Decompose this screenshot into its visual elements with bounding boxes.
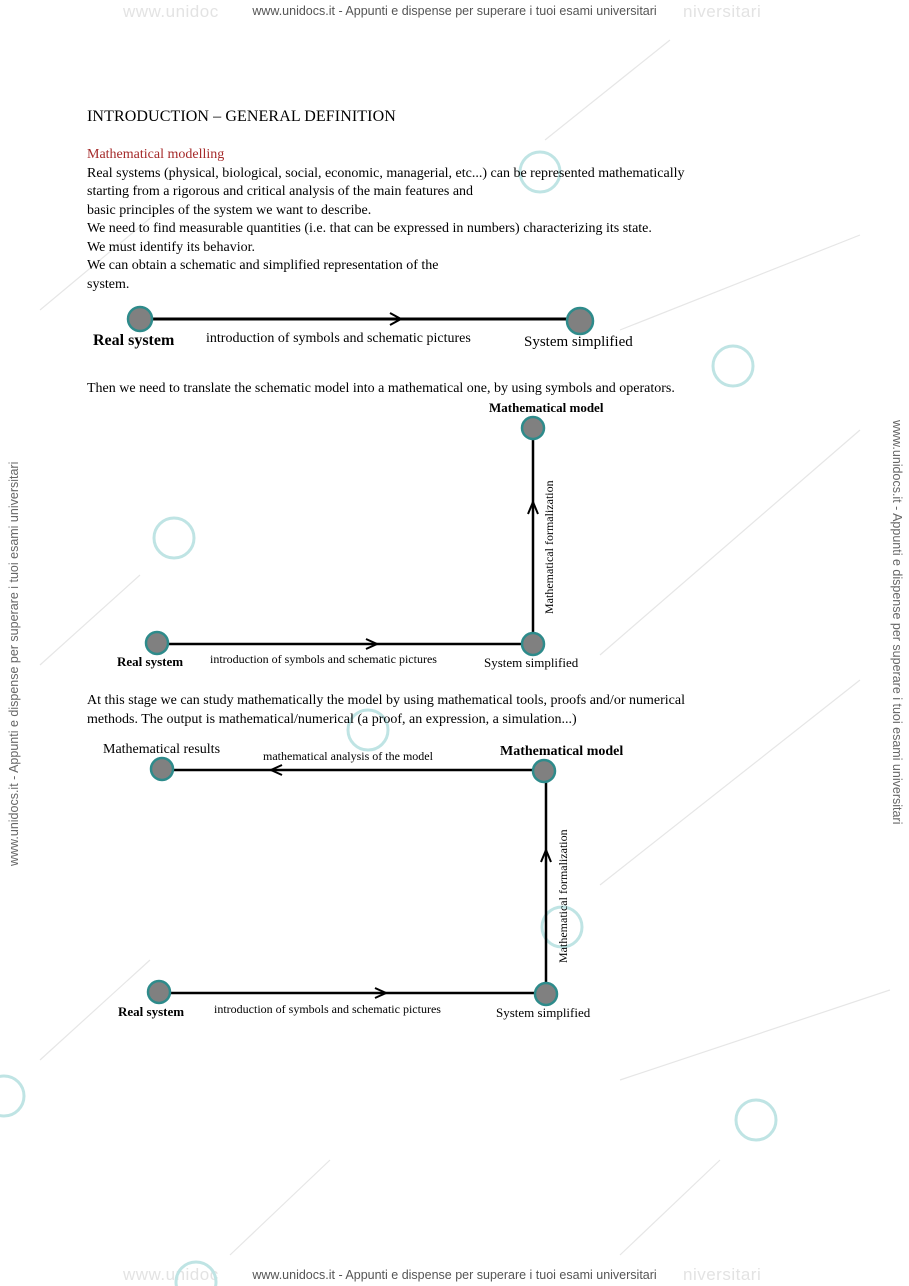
diagram-3-label-edge: introduction of symbols and schematic pictures bbox=[214, 1002, 441, 1016]
document-heading: INTRODUCTION – GENERAL DEFINITION bbox=[87, 108, 396, 125]
diagram-3-label-mid: System simplified bbox=[496, 1005, 591, 1020]
body-line: Real systems (physical, biological, social, economic, managerial, etc...) can be represented mathematically bbox=[87, 165, 685, 181]
diagram-1-node-end bbox=[567, 308, 593, 334]
diagram-2-node-mid bbox=[522, 633, 544, 655]
diagram-1-label-end: System simplified bbox=[524, 334, 633, 350]
watermark-ghost-right-bottom: niversitari bbox=[683, 1265, 762, 1284]
watermark-ghost-right-top: niversitari bbox=[683, 2, 762, 21]
watermark-side-right: www.unidocs.it - Appunti e dispense per superare i tuoi esami universitari bbox=[890, 420, 904, 825]
diagram-1-label-start: Real system bbox=[93, 332, 175, 349]
diagram-1-label-edge: introduction of symbols and schematic pictures bbox=[206, 331, 471, 346]
diagram-1 bbox=[0, 300, 909, 360]
watermark-ghost-left-top: www.unidoc bbox=[123, 2, 219, 21]
diagram-3-node-start bbox=[148, 981, 170, 1003]
document-body bbox=[87, 108, 787, 294]
diagram-2-node-top bbox=[522, 417, 544, 439]
diagram-3-label-result: Mathematical results bbox=[103, 742, 221, 757]
diagram-3-label-top: Mathematical model bbox=[500, 744, 624, 759]
diagram-2-label-start: Real system bbox=[117, 654, 184, 669]
diagram-2-label-edge: introduction of symbols and schematic pictures bbox=[210, 652, 437, 666]
diagram-2 bbox=[0, 395, 909, 675]
diagram-3-label-start: Real system bbox=[118, 1004, 185, 1019]
diagram-3-node-mid bbox=[535, 983, 557, 1005]
diagram-2-label-vertical: Mathematical formalization bbox=[542, 480, 556, 614]
diagram-3-label-top-edge: mathematical analysis of the model bbox=[263, 749, 433, 763]
body-line: system. bbox=[87, 276, 130, 292]
body-line: basic principles of the system we want to describe. bbox=[87, 202, 372, 218]
diagram-3-node-top bbox=[533, 760, 555, 782]
diagram-3 bbox=[0, 735, 909, 1030]
section-subheading: Mathematical modelling bbox=[87, 147, 225, 162]
diagram-1-node-start bbox=[128, 307, 152, 331]
body-line: We need to find measurable quantities (i.e. that can be expressed in numbers) characterizing its state. bbox=[87, 221, 652, 236]
diagram-2-node-start bbox=[146, 632, 168, 654]
paragraph-3-line: methods. The output is mathematical/numerical (a proof, an expression, a simulation...) bbox=[87, 711, 577, 727]
diagram-2-label-top: Mathematical model bbox=[489, 400, 604, 415]
body-line: We must identify its behavior. bbox=[87, 239, 256, 255]
body-line: starting from a rigorous and critical analysis of the main features and bbox=[87, 184, 474, 199]
watermark-header: www.unidocs.it - Appunti e dispense per superare i tuoi esami universitari bbox=[252, 4, 657, 18]
body-line: We can obtain a schematic and simplified representation of the bbox=[87, 258, 439, 273]
diagram-3-node-result bbox=[151, 758, 173, 780]
paragraph-3-line: At this stage we can study mathematically the model by using mathematical tools, proofs and/or numerical bbox=[87, 693, 685, 708]
watermark-footer: www.unidocs.it - Appunti e dispense per superare i tuoi esami universitari bbox=[252, 1268, 657, 1282]
watermark-side-left: www.unidocs.it - Appunti e dispense per superare i tuoi esami universitari bbox=[7, 461, 21, 866]
paragraph-2: Then we need to translate the schematic model into a mathematical one, by using symbols and operators. bbox=[87, 381, 675, 396]
diagram-2-label-mid: System simplified bbox=[484, 655, 579, 670]
watermark-ghost-left-bottom: www.unidoc bbox=[123, 1265, 219, 1284]
paragraph-3 bbox=[87, 692, 787, 729]
diagram-3-label-vertical: Mathematical formalization bbox=[556, 829, 570, 963]
